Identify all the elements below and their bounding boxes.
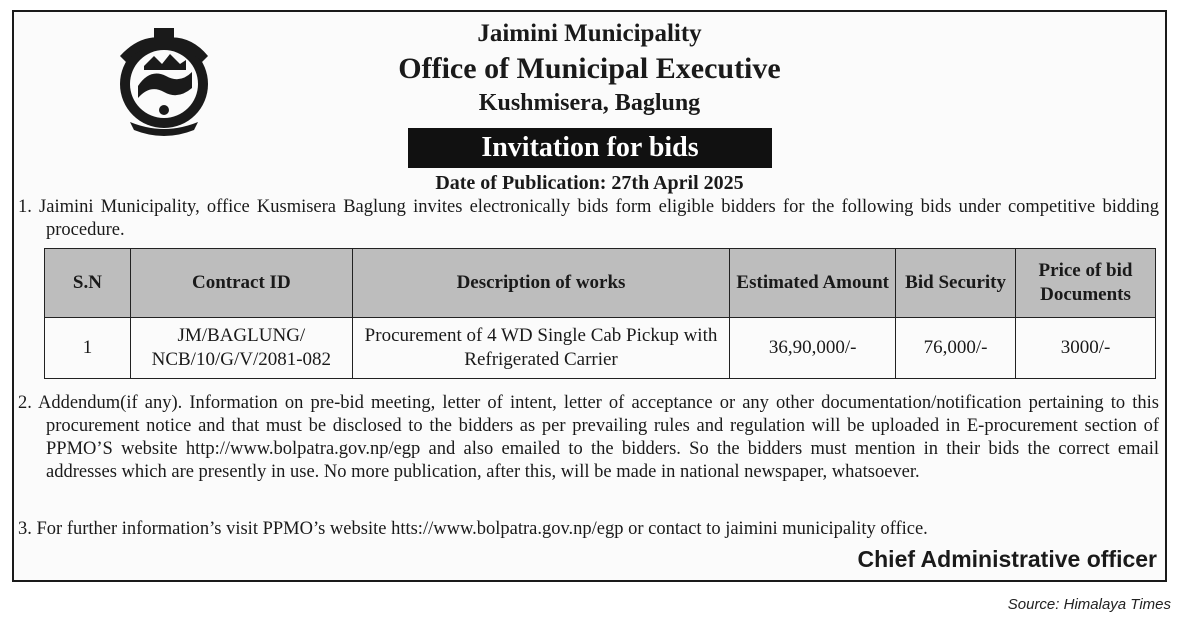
header-price-of-bid-documents: Price of bid Documents [1016,249,1156,318]
cell-bid-security: 76,000/- [896,318,1016,379]
signature: Chief Administrative officer [857,546,1157,572]
cell-price: 3000/- [1016,318,1156,379]
header-description: Description of works [352,249,729,318]
paragraph-3-text: 3. For further information’s visit PPMO’s website htts://www.bolpatra.gov.np/egp or contact to jaimini municipality office. [18,519,928,539]
paragraph-1-text: 1. Jaimini Municipality, office Kusmisera Baglung invites electronically bids form eligible bidders for the following bids under competitive bidding procedure. [18,197,1159,240]
paragraph-1 [18,196,1159,242]
cell-estimated-amount: 36,90,000/- [730,318,896,379]
bids-table [44,248,1156,379]
office-location: Kushmisera, Baglung [478,90,701,116]
header-estimated-amount: Estimated Amount [730,249,896,318]
header-contract-id: Contract ID [130,249,352,318]
header-sn: S.N [45,249,131,318]
paragraph-2-text: 2. Addendum(if any). Information on pre-bid meeting, letter of intent, letter of acceptance or any other documentation/notification pertaining to this procurement notice and that must be disclosed to the bidders as per prevailing rules and regulation will be uploaded in E-procurement section of PPMO’S website http://www.bolpatra.gov.np/egp and also emailed to the bidders. So the bidders must mention in their bids the correct email addresses which are presently in use. No more publication, after this, will be made in national newspaper, whatsoever. [18,393,1159,482]
cell-contract-id: JM/BAGLUNG/ NCB/10/G/V/2081-082 [130,318,352,379]
paragraph-2 [18,392,1159,484]
table-header-row [45,249,1156,318]
cell-description: Procurement of 4 WD Single Cab Pickup with Refrigerated Carrier [352,318,729,379]
table-row [45,318,1156,379]
paragraph-3 [18,518,1159,541]
municipality-name: Jaimini Municipality [477,20,702,47]
publication-date: Date of Publication: 27th April 2025 [435,172,744,194]
header-bid-security: Bid Security [896,249,1016,318]
office-name: Office of Municipal Executive [398,52,781,85]
bid-notice [12,10,1167,582]
cell-sn: 1 [45,318,131,379]
notice-title: Invitation for bids [408,128,772,168]
source-credit: Source: Himalaya Times [1007,596,1171,613]
